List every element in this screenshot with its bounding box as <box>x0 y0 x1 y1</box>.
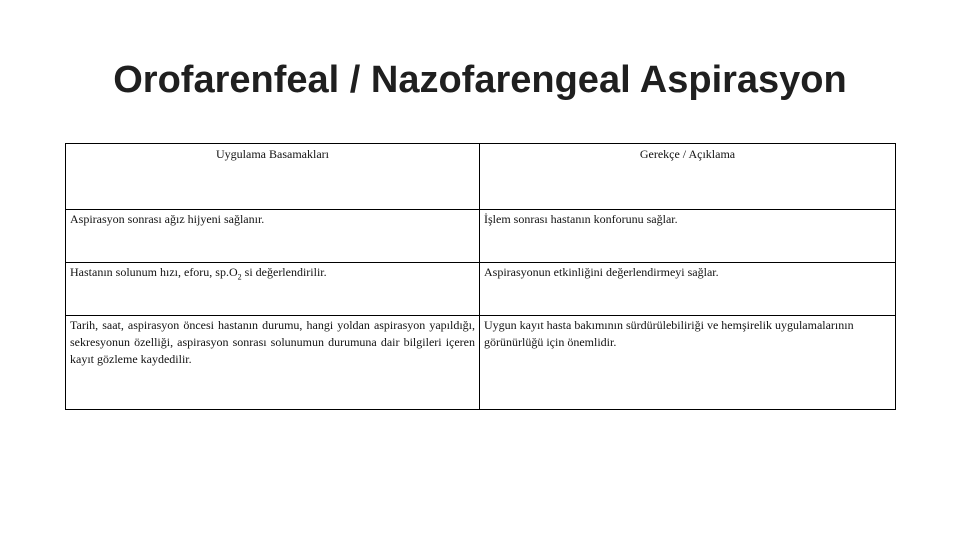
table-row <box>66 263 896 316</box>
rationale-cell: Uygun kayıt hasta bakımının sürdürülebiliriği ve hemşirelik uygulamalarının görünürlüğü için önemlidir. <box>480 316 896 410</box>
procedure-table <box>65 143 896 410</box>
header-rationale: Gerekçe / Açıklama <box>480 144 896 210</box>
step-text: Hastanın solunum hızı, eforu, sp.O <box>70 265 238 279</box>
rationale-cell: Aspirasyonun etkinliğini değerlendirmeyi sağlar. <box>480 263 896 316</box>
step-subscript: 2 <box>237 272 242 282</box>
step-text-suffix: si değerlendirilir. <box>241 265 327 279</box>
table-header-row <box>66 144 896 210</box>
step-cell <box>66 263 480 316</box>
table-row <box>66 210 896 263</box>
header-steps: Uygulama Basamakları <box>66 144 480 210</box>
table-row <box>66 316 896 410</box>
rationale-cell: İşlem sonrası hastanın konforunu sağlar. <box>480 210 896 263</box>
step-cell: Tarih, saat, aspirasyon öncesi hastanın durumu, hangi yoldan aspirasyon yapıldığı, sekresyonun özelliği, aspirasyon sonrası solunumun durumuna dair bilgileri içeren kayıt gözleme kaydedilir. <box>66 316 480 410</box>
slide-title: Orofarenfeal / Nazofarengeal Aspirasyon <box>113 59 847 101</box>
step-cell: Aspirasyon sonrası ağız hijyeni sağlanır. <box>66 210 480 263</box>
